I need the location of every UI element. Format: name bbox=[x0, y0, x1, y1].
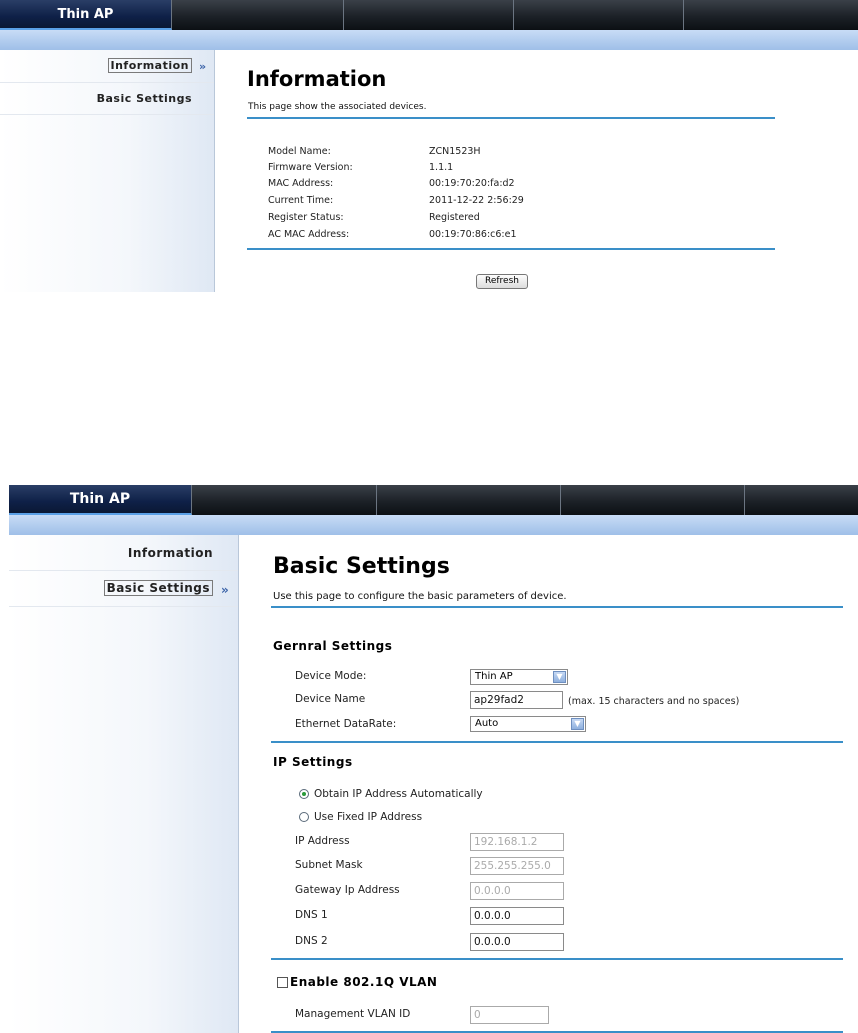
divider bbox=[247, 117, 775, 119]
fixed-ip-label: Use Fixed IP Address bbox=[314, 811, 423, 823]
top-nav bbox=[9, 485, 858, 515]
dns2-input[interactable]: 0.0.0.0 bbox=[470, 933, 564, 951]
divider bbox=[0, 114, 214, 115]
sidebar-item-label: Basic Settings bbox=[96, 92, 192, 105]
ip-address-label: IP Address bbox=[295, 835, 350, 847]
enable-vlan-label: Enable 802.1Q VLAN bbox=[290, 975, 438, 989]
nav-tab[interactable] bbox=[344, 0, 514, 30]
sidebar bbox=[9, 535, 239, 1033]
device-name-hint: (max. 15 characters and no spaces) bbox=[568, 696, 740, 707]
info-value: 1.1.1 bbox=[429, 162, 454, 173]
sub-header-bar bbox=[0, 30, 858, 50]
device-name-label: Device Name bbox=[295, 693, 366, 705]
subnet-mask-label: Subnet Mask bbox=[295, 859, 363, 871]
info-value: 00:19:70:86:c6:e1 bbox=[429, 229, 517, 240]
dns1-input[interactable]: 0.0.0.0 bbox=[470, 907, 564, 925]
active-arrow-icon: » bbox=[199, 60, 207, 73]
page-title: Information bbox=[247, 67, 387, 91]
section-heading: Gernral Settings bbox=[273, 639, 393, 653]
device-name-input[interactable]: ap29fad2 bbox=[470, 691, 563, 709]
sub-header-bar bbox=[9, 515, 858, 535]
info-label: AC MAC Address: bbox=[268, 229, 350, 240]
sidebar-item-label: Basic Settings bbox=[104, 580, 213, 596]
refresh-button[interactable]: Refresh bbox=[476, 274, 528, 289]
gateway-input[interactable]: 0.0.0.0 bbox=[470, 882, 564, 900]
chevron-down-icon[interactable]: ▼ bbox=[571, 718, 584, 730]
mgmt-vlan-input[interactable]: 0 bbox=[470, 1006, 549, 1024]
info-value: 2011-12-22 2:56:29 bbox=[429, 195, 524, 206]
section-heading: IP Settings bbox=[273, 755, 353, 769]
ethernet-datarate-select[interactable] bbox=[470, 716, 586, 732]
sidebar-item-label: Information bbox=[127, 546, 213, 560]
gateway-label: Gateway Ip Address bbox=[295, 884, 400, 896]
info-value: Registered bbox=[429, 212, 480, 223]
divider bbox=[271, 606, 843, 608]
device-mode-label: Device Mode: bbox=[295, 670, 367, 682]
info-label: MAC Address: bbox=[268, 178, 334, 189]
page-description: Use this page to configure the basic parameters of device. bbox=[273, 591, 567, 602]
info-label: Firmware Version: bbox=[268, 162, 353, 173]
nav-tab[interactable] bbox=[377, 485, 561, 515]
nav-tab[interactable] bbox=[514, 0, 684, 30]
divider bbox=[9, 606, 238, 607]
divider bbox=[271, 958, 843, 960]
information-screenshot bbox=[0, 0, 858, 292]
enable-vlan-checkbox[interactable] bbox=[277, 977, 288, 988]
dns1-label: DNS 1 bbox=[295, 909, 328, 921]
chevron-down-icon[interactable]: ▼ bbox=[553, 671, 566, 683]
ip-address-input[interactable]: 192.168.1.2 bbox=[470, 833, 564, 851]
divider bbox=[271, 741, 843, 743]
divider bbox=[9, 570, 238, 571]
obtain-ip-auto-label: Obtain IP Address Automatically bbox=[314, 788, 483, 800]
sidebar-item-information[interactable] bbox=[108, 59, 193, 72]
info-value: 00:19:70:20:fa:d2 bbox=[429, 178, 515, 189]
sidebar-item-basic-settings[interactable] bbox=[104, 581, 213, 595]
device-mode-value: Thin AP bbox=[475, 671, 513, 682]
ethernet-datarate-label: Ethernet DataRate: bbox=[295, 718, 397, 730]
basic-settings-screenshot bbox=[9, 485, 858, 1033]
fixed-ip-radio[interactable] bbox=[299, 812, 309, 822]
page-title: Basic Settings bbox=[273, 554, 450, 579]
sidebar-item-label: Information bbox=[108, 58, 193, 73]
nav-tab[interactable] bbox=[172, 0, 344, 30]
info-label: Register Status: bbox=[268, 212, 344, 223]
mgmt-vlan-label: Management VLAN ID bbox=[295, 1008, 411, 1020]
sidebar bbox=[0, 50, 215, 292]
sidebar-item-basic-settings[interactable] bbox=[97, 92, 192, 105]
nav-tab[interactable] bbox=[745, 485, 858, 515]
tab-thin-ap[interactable]: Thin AP bbox=[9, 485, 192, 515]
divider bbox=[0, 82, 214, 83]
obtain-ip-auto-radio[interactable] bbox=[299, 789, 309, 799]
info-label: Model Name: bbox=[268, 146, 331, 157]
nav-tab[interactable] bbox=[684, 0, 858, 30]
info-value: ZCN1523H bbox=[429, 146, 481, 157]
subnet-mask-input[interactable]: 255.255.255.0 bbox=[470, 857, 564, 875]
sidebar-item-information[interactable] bbox=[128, 546, 213, 560]
info-label: Current Time: bbox=[268, 195, 334, 206]
ethernet-datarate-value: Auto bbox=[475, 718, 499, 729]
nav-tab[interactable] bbox=[561, 485, 745, 515]
page-description: This page show the associated devices. bbox=[248, 102, 427, 112]
top-nav bbox=[0, 0, 858, 30]
active-arrow-icon: » bbox=[221, 583, 229, 597]
dns2-label: DNS 2 bbox=[295, 935, 328, 947]
device-mode-select[interactable] bbox=[470, 669, 568, 685]
divider bbox=[247, 248, 775, 250]
nav-tab[interactable] bbox=[192, 485, 377, 515]
tab-thin-ap[interactable]: Thin AP bbox=[0, 0, 172, 30]
